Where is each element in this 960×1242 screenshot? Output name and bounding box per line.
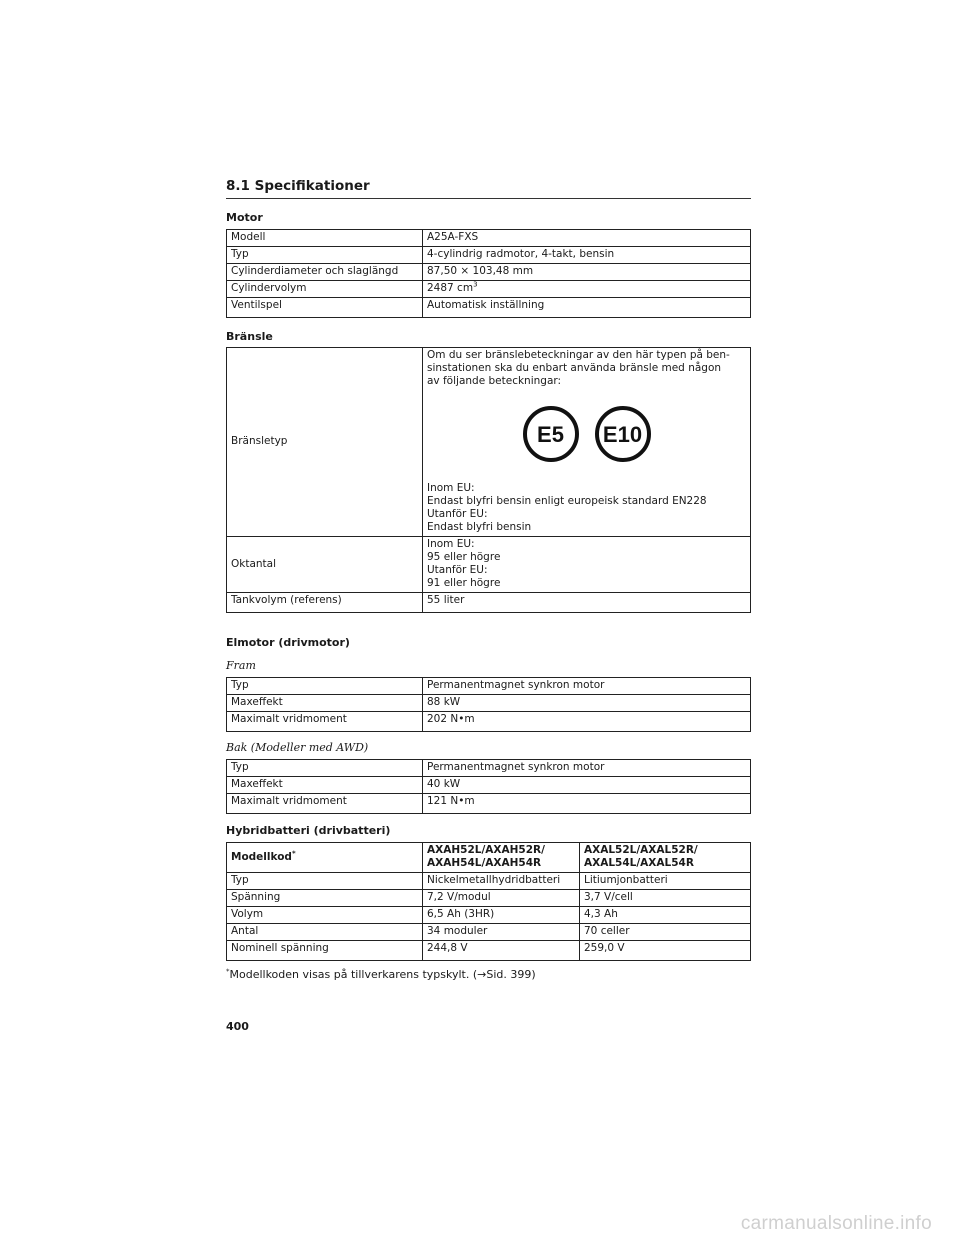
- row-value: 55 liter: [423, 593, 751, 613]
- table-row: [227, 298, 751, 318]
- row-label: Volym: [227, 907, 423, 924]
- row-value-b: 259,0 V: [580, 941, 751, 961]
- row-label: Cylinderdiameter och slaglängd: [227, 264, 423, 281]
- row-value: 87,50 × 103,48 mm: [423, 264, 751, 281]
- displacement-unit-exponent: 3: [473, 280, 478, 289]
- row-label: Tankvolym (referens): [227, 593, 423, 613]
- model-code-col-b: AXAL52L/AXAL52R/ AXAL54L/AXAL54R: [580, 843, 751, 873]
- table-row: [227, 941, 751, 961]
- row-label: Maxeffekt: [227, 777, 423, 794]
- row-value-a: 6,5 Ah (3HR): [423, 907, 580, 924]
- motor-heading: Motor: [226, 211, 263, 224]
- footnote-marker: *: [226, 967, 230, 976]
- table-row: [227, 794, 751, 814]
- table-row: [227, 230, 751, 247]
- front-subheading: Fram: [226, 659, 256, 672]
- displacement-value: 2487 cm: [427, 282, 474, 294]
- row-value: Permanentmagnet synkron motor: [423, 760, 751, 777]
- row-value: Inom EU: 95 eller högre Utanför EU: 91 eller högre: [423, 537, 751, 593]
- row-value: 202 N•m: [423, 712, 751, 732]
- fuel-table: [226, 347, 751, 613]
- row-value-a: 34 moduler: [423, 924, 580, 941]
- row-label: Maxeffekt: [227, 695, 423, 712]
- row-value: Permanentmagnet synkron motor: [423, 678, 751, 695]
- row-label: Typ: [227, 678, 423, 695]
- row-label: Typ: [227, 873, 423, 890]
- footnote-marker: *: [291, 849, 296, 857]
- motor-table: [226, 229, 751, 318]
- row-value-b: Litiumjonbatteri: [580, 873, 751, 890]
- front-motor-table: [226, 677, 751, 732]
- watermark: carmanualsonline.info: [740, 1213, 932, 1234]
- e5-fuel-label-icon: E5: [523, 406, 579, 462]
- row-value: 121 N•m: [423, 794, 751, 814]
- row-value: 40 kW: [423, 777, 751, 794]
- row-value: Automatisk inställning: [423, 298, 751, 318]
- row-label: Oktantal: [227, 537, 423, 593]
- row-label: Spänning: [227, 890, 423, 907]
- row-value: 4-cylindrig radmotor, 4-takt, bensin: [423, 247, 751, 264]
- table-row: [227, 593, 751, 613]
- model-code-col-a: AXAH52L/AXAH52R/ AXAH54L/AXAH54R: [423, 843, 580, 873]
- row-label: Cylindervolym: [227, 281, 423, 298]
- table-row: [227, 348, 751, 537]
- footnote-text: Modellkoden visas på tillverkarens typskylt. (→Sid. 399): [229, 968, 536, 981]
- table-row: [227, 537, 751, 593]
- table-row: [227, 678, 751, 695]
- table-row: [227, 924, 751, 941]
- electric-motor-heading: Elmotor (drivmotor): [226, 636, 350, 649]
- hybrid-battery-heading: Hybridbatteri (drivbatteri): [226, 824, 391, 837]
- page-number: 400: [226, 1020, 249, 1033]
- row-label: Nominell spänning: [227, 941, 423, 961]
- row-value-b: 70 celler: [580, 924, 751, 941]
- hybrid-battery-table: [226, 842, 751, 961]
- row-label: Antal: [227, 924, 423, 941]
- row-value: 88 kW: [423, 695, 751, 712]
- model-code-header: [227, 843, 423, 873]
- fuel-badges: [427, 406, 746, 462]
- fuel-heading: Bränsle: [226, 330, 273, 343]
- table-row: [227, 760, 751, 777]
- footnote: [226, 968, 536, 981]
- row-label: Maximalt vridmoment: [227, 794, 423, 814]
- section-title: 8.1 Specifikationer: [226, 178, 751, 199]
- row-value-b: 3,7 V/cell: [580, 890, 751, 907]
- row-value: A25A-FXS: [423, 230, 751, 247]
- table-row: [227, 777, 751, 794]
- row-label: Typ: [227, 247, 423, 264]
- table-row: [227, 281, 751, 298]
- table-row: [227, 264, 751, 281]
- rear-subheading: Bak (Modeller med AWD): [226, 741, 369, 754]
- row-value-a: 244,8 V: [423, 941, 580, 961]
- table-row: [227, 695, 751, 712]
- row-label: Bränsletyp: [227, 348, 423, 537]
- row-label: Modell: [227, 230, 423, 247]
- row-value: [423, 348, 751, 537]
- table-row: [227, 890, 751, 907]
- e10-fuel-label-icon: E10: [595, 406, 651, 462]
- row-value-a: 7,2 V/modul: [423, 890, 580, 907]
- row-value-b: 4,3 Ah: [580, 907, 751, 924]
- row-label: Typ: [227, 760, 423, 777]
- table-row: [227, 712, 751, 732]
- fuel-type-details: Inom EU: Endast blyfri bensin enligt europeisk standard EN228 Utanför EU: Endast blyfri bensin: [427, 482, 707, 533]
- row-label: Maximalt vridmoment: [227, 712, 423, 732]
- table-header-row: [227, 843, 751, 873]
- row-value-a: Nickelmetallhydridbatteri: [423, 873, 580, 890]
- fuel-type-intro: Om du ser bränslebeteckningar av den här typen på ben- sinstationen ska du enbart använda bränsle med någon av följande beteckningar:: [427, 349, 730, 387]
- row-value: [423, 281, 751, 298]
- table-row: [227, 873, 751, 890]
- row-label: Ventilspel: [227, 298, 423, 318]
- table-row: [227, 247, 751, 264]
- model-code-label: Modellkod: [231, 850, 292, 863]
- table-row: [227, 907, 751, 924]
- rear-motor-table: [226, 759, 751, 814]
